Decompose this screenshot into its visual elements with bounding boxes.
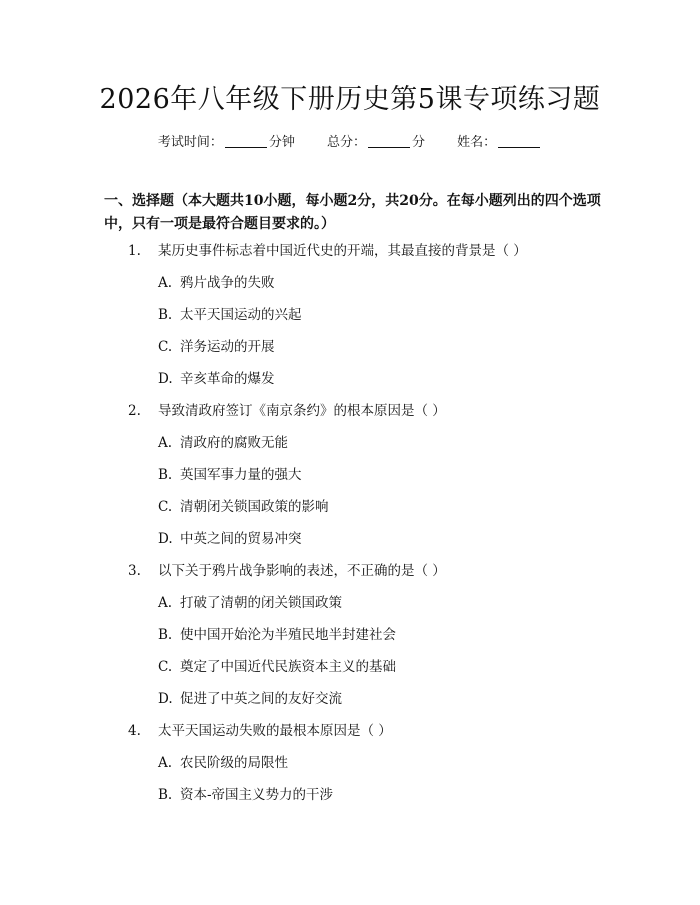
question-2-option-c	[158, 497, 598, 517]
question-2-option-d	[158, 529, 598, 549]
question-1-option-c	[158, 337, 598, 357]
student-name-field	[457, 133, 542, 153]
student-name-label: 姓名：	[457, 135, 497, 150]
option-text: 清政府的腐败无能	[180, 435, 288, 451]
question-text: 导致清政府签订《南京条约》的根本原因是（ ）	[158, 403, 446, 419]
question-3-option-d	[158, 689, 598, 709]
exam-info-line	[0, 133, 700, 153]
option-letter: C.	[158, 339, 173, 355]
option-letter: D.	[158, 691, 173, 707]
question-2-option-b	[158, 465, 598, 485]
question-text: 某历史事件标志着中国近代史的开端，其最直接的背景是（ ）	[158, 243, 527, 259]
question-3-option-c	[158, 657, 598, 677]
option-text: 奠定了中国近代民族资本主义的基础	[180, 659, 396, 675]
option-letter: C.	[158, 659, 173, 675]
option-letter: B.	[158, 307, 173, 323]
question-2-option-a	[158, 433, 598, 453]
option-letter: B.	[158, 467, 173, 483]
question-text: 以下关于鸦片战争影响的表述，不正确的是（ ）	[158, 563, 446, 579]
question-3-option-b	[158, 625, 598, 645]
option-text: 洋务运动的开展	[180, 339, 275, 355]
option-text: 使中国开始沦为半殖民地半封建社会	[180, 627, 396, 643]
question-4-option-b	[158, 785, 598, 805]
question-3-option-a	[158, 593, 598, 613]
student-name-blank	[498, 134, 540, 148]
question-number: 3.	[128, 563, 141, 579]
option-letter: C.	[158, 499, 173, 515]
question-2	[128, 401, 608, 421]
question-1-option-a	[158, 273, 598, 293]
option-text: 打破了清朝的闭关锁国政策	[180, 595, 342, 611]
question-number: 4.	[128, 723, 141, 739]
option-letter: A.	[158, 275, 173, 291]
option-text: 英国军事力量的强大	[180, 467, 302, 483]
question-3	[128, 561, 608, 581]
question-1-option-b	[158, 305, 598, 325]
question-4	[128, 721, 608, 741]
total-score-label: 总分：	[326, 135, 366, 150]
option-letter: A.	[158, 595, 173, 611]
question-number: 1.	[128, 243, 141, 259]
question-text: 太平天国运动失败的最根本原因是（ ）	[158, 723, 392, 739]
option-text: 资本-帝国主义势力的干涉	[180, 787, 334, 803]
total-score-unit: 分	[412, 135, 426, 150]
option-text: 清朝闭关锁国政策的影响	[180, 499, 329, 515]
option-letter: B.	[158, 787, 173, 803]
option-text: 太平天国运动的兴起	[180, 307, 302, 323]
option-text: 促进了中英之间的友好交流	[180, 691, 342, 707]
exam-time-label: 考试时间：	[157, 135, 223, 150]
option-text: 辛亥革命的爆发	[180, 371, 275, 387]
total-score-field	[327, 133, 425, 153]
option-letter: A.	[158, 755, 173, 771]
option-letter: A.	[158, 435, 173, 451]
question-number: 2.	[128, 403, 141, 419]
exam-time-blank	[225, 134, 267, 148]
option-letter: B.	[158, 627, 173, 643]
option-text: 中英之间的贸易冲突	[180, 531, 302, 547]
exam-time-unit: 分钟	[268, 135, 295, 150]
page-title: 2026年八年级下册历史第5课专项练习题	[99, 84, 601, 115]
total-score-blank	[368, 134, 410, 148]
question-1-option-d	[158, 369, 598, 389]
option-letter: D.	[158, 371, 173, 387]
question-1	[128, 241, 608, 261]
option-letter: D.	[158, 531, 173, 547]
option-text: 鸦片战争的失败	[180, 275, 275, 291]
option-text: 农民阶级的局限性	[180, 755, 288, 771]
section-heading: 一、选择题（本大题共10小题，每小题2分，共20分。在每小题列出的四个选项中，只有一项是最符合题目要求的。）	[104, 193, 601, 232]
exam-time-field	[158, 133, 295, 153]
question-4-option-a	[158, 753, 598, 773]
